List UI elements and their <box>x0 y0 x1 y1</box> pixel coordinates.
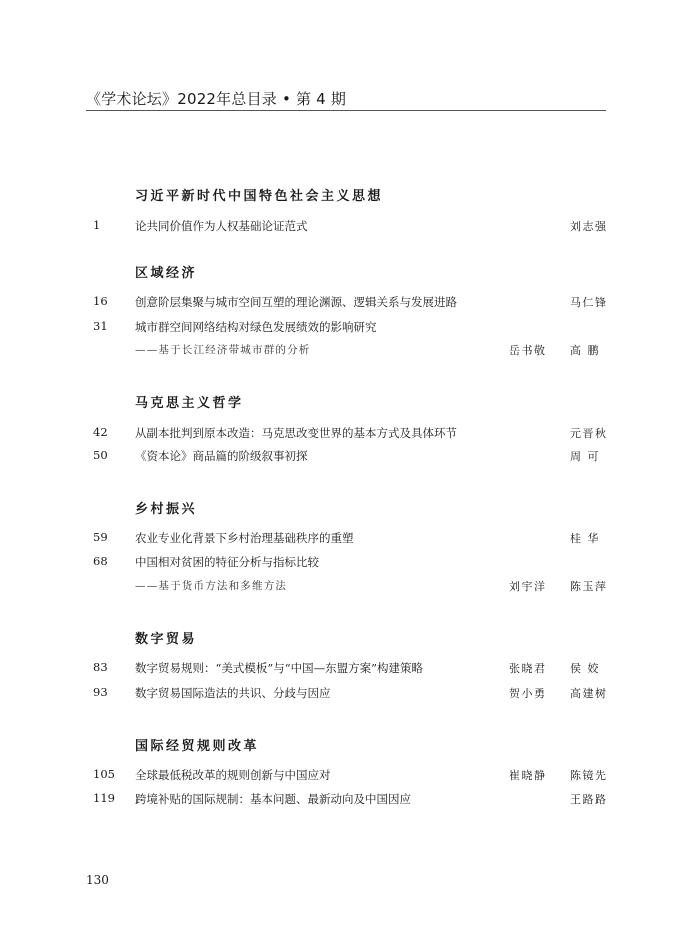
entry-page-number: 83 <box>93 660 108 674</box>
entry-author: 高 鹏 <box>570 344 600 357</box>
page-header-title: 《学术论坛》2022年总目录 • 第 4 期 <box>86 90 347 108</box>
entry-page-number: 68 <box>93 554 108 568</box>
toc-entry <box>0 554 700 574</box>
entry-author: 王路路 <box>570 793 608 806</box>
entry-author: 张晓君 <box>509 662 547 675</box>
section-title: 马克思主义哲学 <box>135 396 244 411</box>
entry-author: 周 可 <box>570 450 600 463</box>
entry-title: 中国相对贫困的特征分析与指标比较 <box>135 555 319 569</box>
section-title: 区域经济 <box>135 266 198 281</box>
entry-title: 论共同价值作为人权基础论证范式 <box>135 219 308 233</box>
entry-author: 刘志强 <box>570 220 608 233</box>
toc-entry <box>0 660 700 680</box>
toc-entry <box>0 448 700 468</box>
section-title: 国际经贸规则改革 <box>135 739 260 754</box>
entry-subtitle: ——基于货币方法和多维方法 <box>135 580 288 592</box>
entry-subtitle: ——基于长江经济带城市群的分析 <box>135 344 311 356</box>
entry-page-number: 1 <box>93 218 101 232</box>
entry-title: 创意阶层集聚与城市空间互塑的理论渊源、逻辑关系与发展进路 <box>135 295 457 309</box>
entry-title: 数字贸易规则：“美式模板”与“中国—东盟方案”构建策略 <box>135 661 424 675</box>
entry-page-number: 93 <box>93 685 108 699</box>
entry-page-number: 16 <box>93 294 108 308</box>
entry-page-number: 119 <box>93 791 115 805</box>
entry-author: 侯 姣 <box>570 662 600 675</box>
section-title: 数字贸易 <box>135 632 198 647</box>
header-divider <box>86 110 606 111</box>
entry-page-number: 31 <box>93 319 108 333</box>
page-number: 130 <box>86 873 109 887</box>
section-title: 习近平新时代中国特色社会主义思想 <box>135 189 384 204</box>
entry-author: 崔晓静 <box>509 769 547 782</box>
toc-entry-subtitle-row <box>0 342 700 362</box>
toc-entry <box>0 218 700 238</box>
toc-entry <box>0 767 700 787</box>
entry-author: 贺小勇 <box>509 687 547 700</box>
entry-title: 《资本论》商品篇的阶级叙事初探 <box>135 449 308 463</box>
entry-title: 全球最低税改革的规则创新与中国应对 <box>135 768 331 782</box>
entry-author: 元晋秋 <box>570 427 608 440</box>
entry-author: 陈玉萍 <box>570 580 608 593</box>
toc-entry <box>0 685 700 705</box>
entry-author: 陈镜先 <box>570 769 608 782</box>
entry-author: 刘宇洋 <box>509 580 547 593</box>
entry-page-number: 50 <box>93 448 108 462</box>
toc-entry <box>0 294 700 314</box>
toc-entry-subtitle-row <box>0 578 700 598</box>
entry-author: 桂 华 <box>570 532 600 545</box>
entry-author: 岳书敬 <box>509 344 547 357</box>
entry-author: 高建树 <box>570 687 608 700</box>
entry-title: 跨境补贴的国际规制：基本问题、最新动向及中国因应 <box>135 792 411 806</box>
entry-title: 数字贸易国际造法的共识、分歧与因应 <box>135 686 331 700</box>
entry-title: 农业专业化背景下乡村治理基础秩序的重塑 <box>135 531 354 545</box>
entry-page-number: 59 <box>93 530 108 544</box>
entry-page-number: 42 <box>93 425 108 439</box>
toc-entry <box>0 425 700 445</box>
entry-page-number: 105 <box>93 767 115 781</box>
entry-title: 城市群空间网络结构对绿色发展绩效的影响研究 <box>135 320 377 334</box>
toc-entry <box>0 530 700 550</box>
entry-author: 马仁锋 <box>570 296 608 309</box>
section-title: 乡村振兴 <box>135 502 198 517</box>
toc-entry <box>0 791 700 811</box>
toc-entry <box>0 319 700 339</box>
entry-title: 从副本批判到原本改造：马克思改变世界的基本方式及具体环节 <box>135 426 457 440</box>
